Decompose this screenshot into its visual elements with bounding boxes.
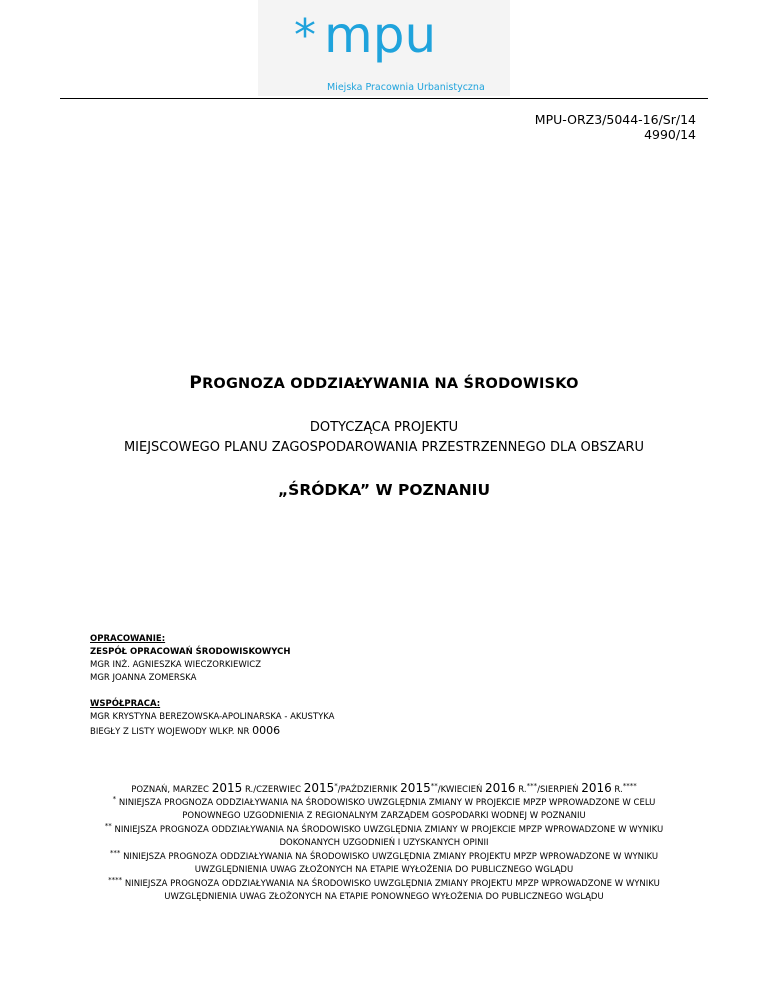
mpu-logo (258, 0, 510, 96)
author-1: MGR INŻ. AGNIESZKA WIECZORKIEWICZ (90, 660, 262, 670)
cooperator-1: MGR KRYSTYNA BEREZOWSKA-APOLINARSKA - AKUSTYKA (90, 712, 335, 722)
footnote-3: *** NINIEJSZA PROGNOZA ODDZIAŁYWANIA NA ŚRODOWISKO UWZGLĘDNIA ZMIANY PROJEKTU MPZP WPROWADZONE W WYNIKU UWZGLĘDNIENIA UWAG ZŁOŻONYCH NA ETAPIE WYŁOŻENIA DO PUBLICZNEGO WGLĄDU (109, 849, 659, 875)
authors-header: OPRACOWANIE: (90, 634, 166, 644)
cooperation-header: WSPÓŁPRACA: (90, 699, 161, 709)
authors-section (90, 633, 291, 685)
logo-wordmark: mpu (324, 6, 437, 64)
cooperation-section (90, 698, 335, 739)
header-divider (60, 98, 708, 99)
title-rest: ROGNOZA ODDZIAŁYWANIA NA ŚRODOWISKO (202, 376, 579, 392)
author-2: MGR JOANNA ZOMERSKA (90, 673, 197, 683)
footnote-4: **** NINIEJSZA PROGNOZA ODDZIAŁYWANIA NA ŚRODOWISKO UWZGLĘDNIA ZMIANY PROJEKTU MPZP WPROWADZONE W WYNIKU UWZGLĘDNIENIA UWAG ZŁOŻONYCH NA ETAPIE PONOWNEGO WYŁOŻENIA DO PUBLICZNEGO WGLĄDU (108, 876, 660, 902)
area-name: „ŚRÓDKA” W POZNANIU (277, 481, 491, 499)
document-title (0, 373, 768, 393)
logo-star: * (294, 10, 316, 61)
footnote-2: ** NINIEJSZA PROGNOZA ODDZIAŁYWANIA NA ŚRODOWISKO UWZGLĘDNIA ZMIANY W PROJEKCIE MPZP WPROWADZONE W WYNIKU DOKONANYCH UZGODNIEŃ I UZYSKANYCH OPINII (104, 822, 664, 848)
subtitle-line-1: DOTYCZĄCA PROJEKTU (309, 420, 459, 435)
reference-line-1: MPU-ORZ3/5044-16/Sr/14 (534, 112, 696, 127)
authors-team: ZESPÓŁ OPRACOWAŃ ŚRODOWISKOWYCH (90, 647, 291, 657)
cooperator-2: BIEGŁY Z LISTY WOJEWODY WLKP. NR 0006 (90, 724, 281, 737)
date-line: POZNAŃ, MARZEC 2015 R./CZERWIEC 2015*/PAŹDZIERNIK 2015**/KWIECIEŃ 2016 R.***/SIERPIEŃ 2016 R.**** (131, 781, 637, 795)
logo-subtitle: Miejska Pracownia Urbanistyczna (327, 82, 485, 93)
reference-numbers (535, 112, 696, 142)
title-first-letter: P (189, 373, 203, 393)
subtitle-line-2: MIEJSCOWEGO PLANU ZAGOSPODAROWANIA PRZESTRZENNEGO DLA OBSZARU (123, 440, 645, 455)
reference-line-2: 4990/14 (644, 127, 696, 142)
footnote-1: * NINIEJSZA PROGNOZA ODDZIAŁYWANIA NA ŚRODOWISKO UWZGLĘDNIA ZMIANY W PROJEKCIE MPZP WPROWADZONE W CELU PONOWNEGO UZGODNIENIA Z REGIONALNYM ZARZĄDEM GOSPODARKI WODNEJ W POZNANIU (112, 795, 656, 821)
